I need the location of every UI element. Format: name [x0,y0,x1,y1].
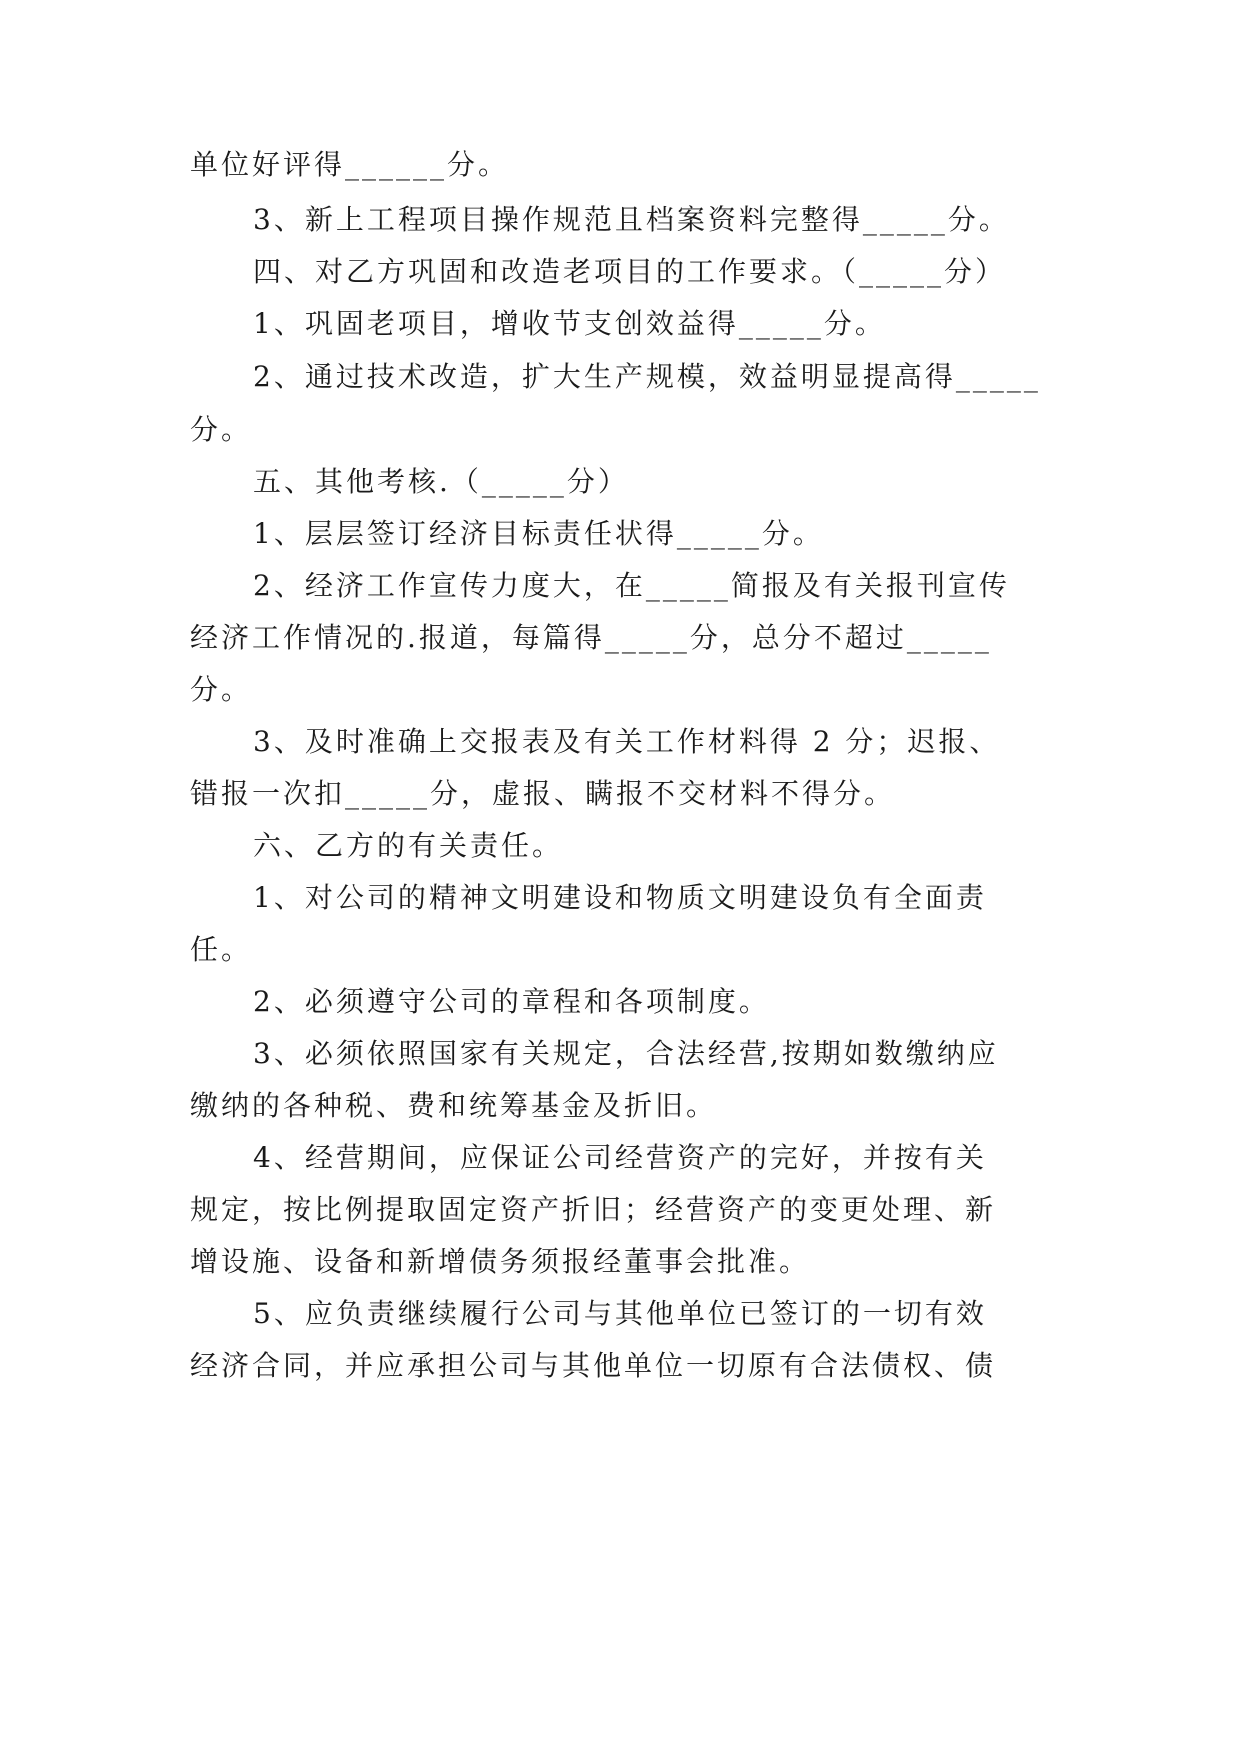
paragraph-line: 规定，按比例提取固定资产折旧；经营资产的变更处理、新 [190,1193,997,1226]
paragraph-line: 5、应负责继续履行公司与其他单位已签订的一切有效 [253,1297,987,1330]
section-heading: 六、乙方的有关责任。 [253,829,564,862]
paragraph-line: 任。 [190,933,253,966]
paragraph-line: 单位好评得______分。 [190,148,510,181]
paragraph-line: 增设施、设备和新增债务须报经董事会批准。 [190,1245,811,1278]
paragraph-line: 经济合同，并应承担公司与其他单位一切原有合法债权、债 [190,1349,997,1382]
section-heading: 四、对乙方巩固和改造老项目的工作要求。（_____分） [253,255,1007,288]
paragraph-line: 1、对公司的精神文明建设和物质文明建设负有全面责 [253,881,987,914]
paragraph-line: 3、新上工程项目操作规范且档案资料完整得_____分。 [253,203,1010,236]
paragraph-line: 1、层层签订经济目标责任状得_____分。 [253,517,824,550]
paragraph-line: 2、经济工作宣传力度大，在_____简报及有关报刊宣传 [253,569,1010,602]
paragraph-line: 4、经营期间，应保证公司经营资产的完好，并按有关 [253,1141,987,1174]
paragraph-line: 错报一次扣_____分，虚报、瞒报不交材料不得分。 [190,777,896,810]
paragraph-line: 2、通过技术改造，扩大生产规模，效益明显提高得_____ [253,360,1041,393]
section-heading: 五、其他考核.（_____分） [253,465,629,498]
paragraph-line: 分。 [190,673,253,706]
paragraph-line: 2、必须遵守公司的章程和各项制度。 [253,985,770,1018]
paragraph-line: 经济工作情况的.报道，每篇得_____分，总分不超过_____ [190,621,992,654]
paragraph-line: 缴纳的各种税、费和统筹基金及折旧。 [190,1089,718,1122]
paragraph-line: 3、及时准确上交报表及有关工作材料得 2 分；迟报、 [253,725,1001,758]
paragraph-line: 分。 [190,413,253,446]
paragraph-line: 1、巩固老项目，增收节支创效益得_____分。 [253,307,886,340]
paragraph-line: 3、必须依照国家有关规定，合法经营,按期如数缴纳应 [253,1037,999,1070]
